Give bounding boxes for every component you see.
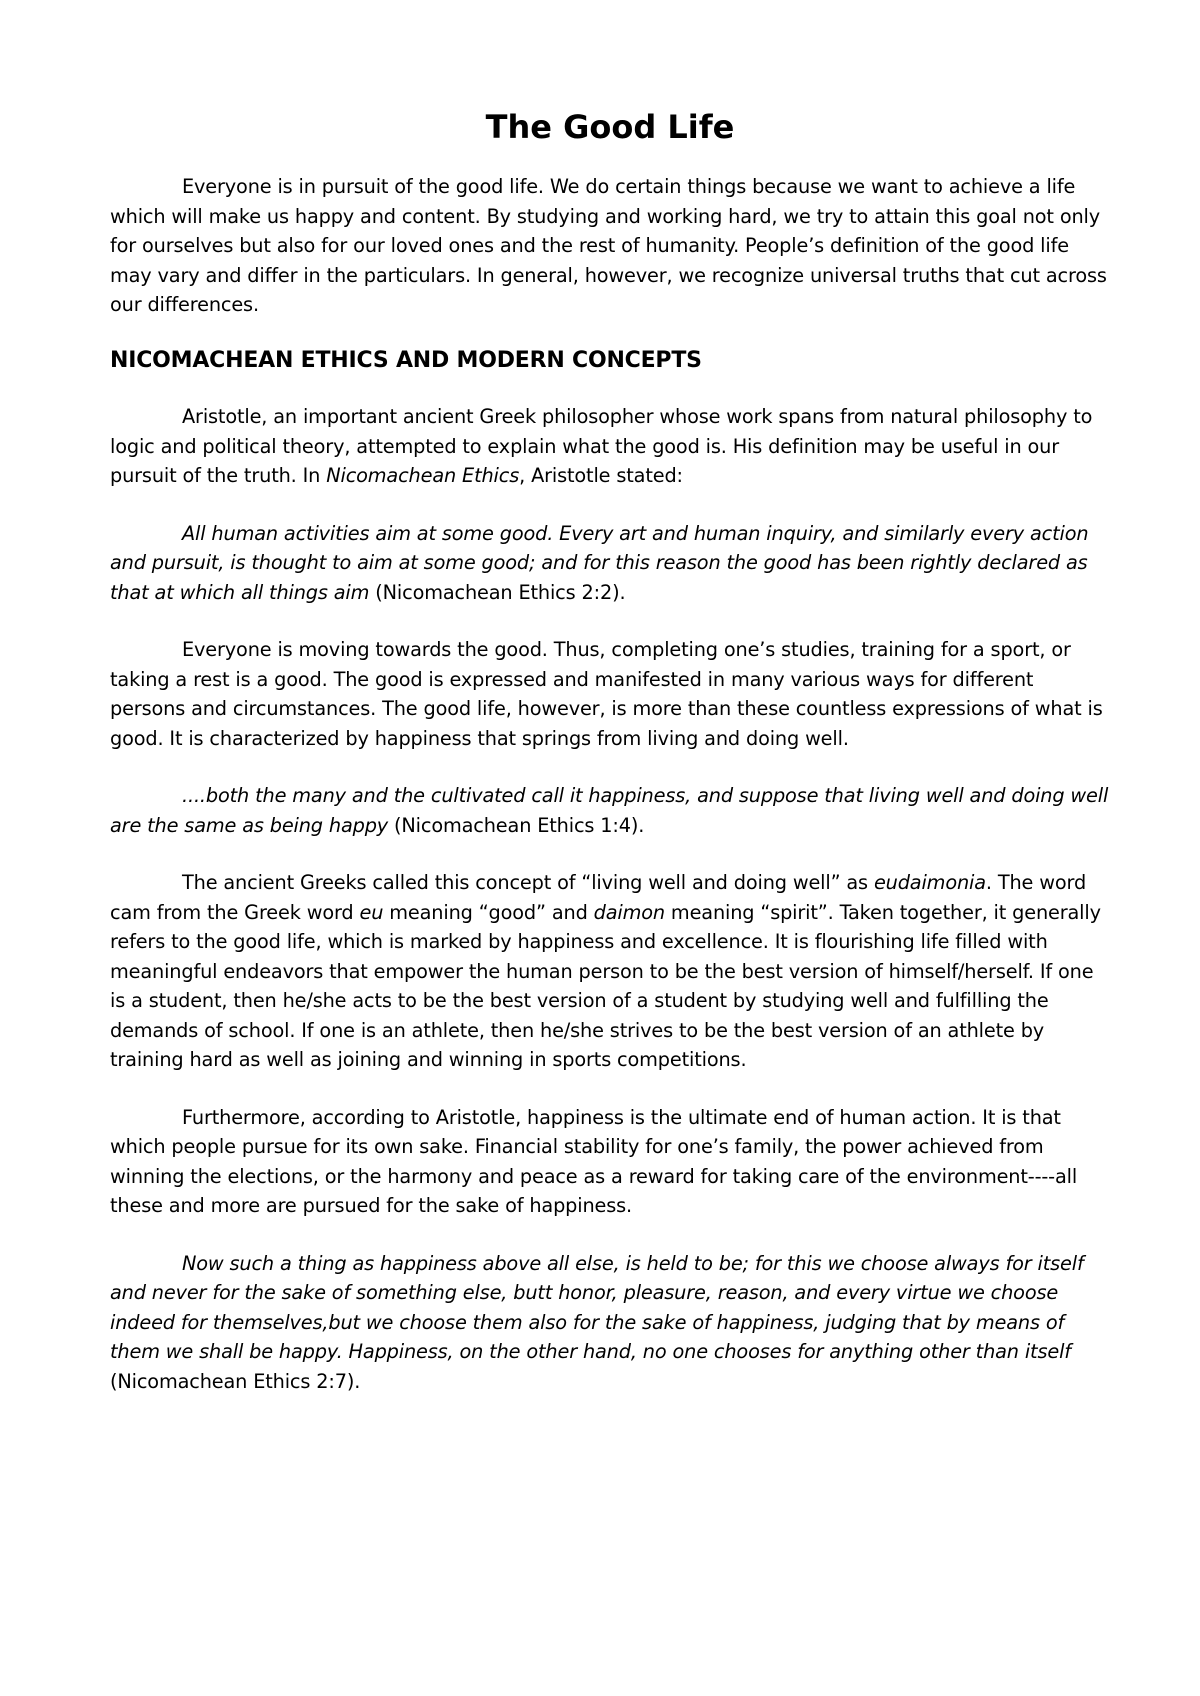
- term-eu: eu: [359, 900, 384, 924]
- quote-3: [110, 1249, 1110, 1397]
- aristotle-text-after: , Aristotle stated:: [519, 464, 683, 488]
- section-heading: NICOMACHEAN ETHICS AND MODERN CONCEPTS: [110, 347, 702, 373]
- quote-2-citation: (Nicomachean Ethics 1:4).: [388, 813, 645, 837]
- document-title: The Good Life: [485, 108, 735, 146]
- aristotle-paragraph: [110, 402, 1110, 491]
- moving-paragraph: Everyone is moving towards the good. Thus, completing one’s studies, training for a sport, or taking a rest is a good. The good is expressed and manifested in many various ways for different persons and circumstances. The good life, however, is more than these countless expressions of what is good. It is characterized by happiness that springs from living and doing well.: [110, 638, 1103, 750]
- greeks-text-4: meaning “spirit”. Taken together, it generally refers to the good life, which is marked by happiness and excellence. It is flourishing life filled with meaningful endeavors that empower the human person to be the best version of himself/herself. If one is a student, then he/she acts to be the best version of a student by studying well and fulfilling the demands of school. If one is an athlete, then he/she strives to be the best version of an athlete by training hard as well as joining and winning in sports competitions.: [110, 900, 1101, 1072]
- quote-1-text: All human activities aim at some good. Every art and human inquiry, and similarly every action and pursuit, is thought to aim at some good; and for this reason the good has been rightly declared as that at which all things aim: [110, 521, 1089, 604]
- greeks-text-2: . The word cam from the Greek word: [110, 871, 1087, 924]
- intro-paragraph: Everyone is in pursuit of the good life. We do certain things because we want to achieve a life which will make us happy and content. By studying and working hard, we try to attain this goal not only for ourselves but also for our loved ones and the rest of humanity. People’s definition of the good life may vary and differ in the particulars. In general, however, we recognize universal truths that cut across our differences.: [110, 175, 1107, 317]
- quote-3-citation: (Nicomachean Ethics 2:7).: [110, 1369, 361, 1393]
- greeks-text-1: The ancient Greeks called this concept of “living well and doing well” as: [182, 871, 874, 895]
- aristotle-text-before: Aristotle, an important ancient Greek philosopher whose work spans from natural philosophy to logic and political theory, attempted to explain what the good is. His definition may be useful in our pursuit of the truth. In: [110, 405, 1093, 488]
- greeks-text-3: meaning “good” and: [383, 900, 594, 924]
- document-page: [110, 108, 1110, 1424]
- book-title: Nicomachean Ethics: [326, 464, 520, 488]
- term-daimon: daimon: [593, 900, 665, 924]
- term-eudaimonia: eudaimonia: [873, 871, 986, 895]
- quote-1-citation: (Nicomachean Ethics 2:2).: [369, 580, 626, 604]
- greeks-paragraph: [110, 868, 1110, 1075]
- quote-3-text: Now such a thing as happiness above all else, is held to be; for this we choose always for itself and never for the sake of something else, butt honor, pleasure, reason, and every virtue we choose indeed for themselves,but we choose them also for the sake of happiness, judging that by means of them we shall be happy. Happiness, on the other hand, no one chooses for anything other than itself: [110, 1251, 1084, 1364]
- quote-2-text: ....both the many and the cultivated call it happiness, and suppose that living well and doing well are the same as being happy: [110, 784, 1109, 837]
- quote-1: [110, 519, 1110, 608]
- quote-2: [110, 781, 1110, 840]
- furthermore-paragraph: Furthermore, according to Aristotle, happiness is the ultimate end of human action. It is that which people pursue for its own sake. Financial stability for one’s family, the power achieved from winning the elections, or the harmony and peace as a reward for taking care of the environment----all these and more are pursued for the sake of happiness.: [110, 1105, 1078, 1218]
